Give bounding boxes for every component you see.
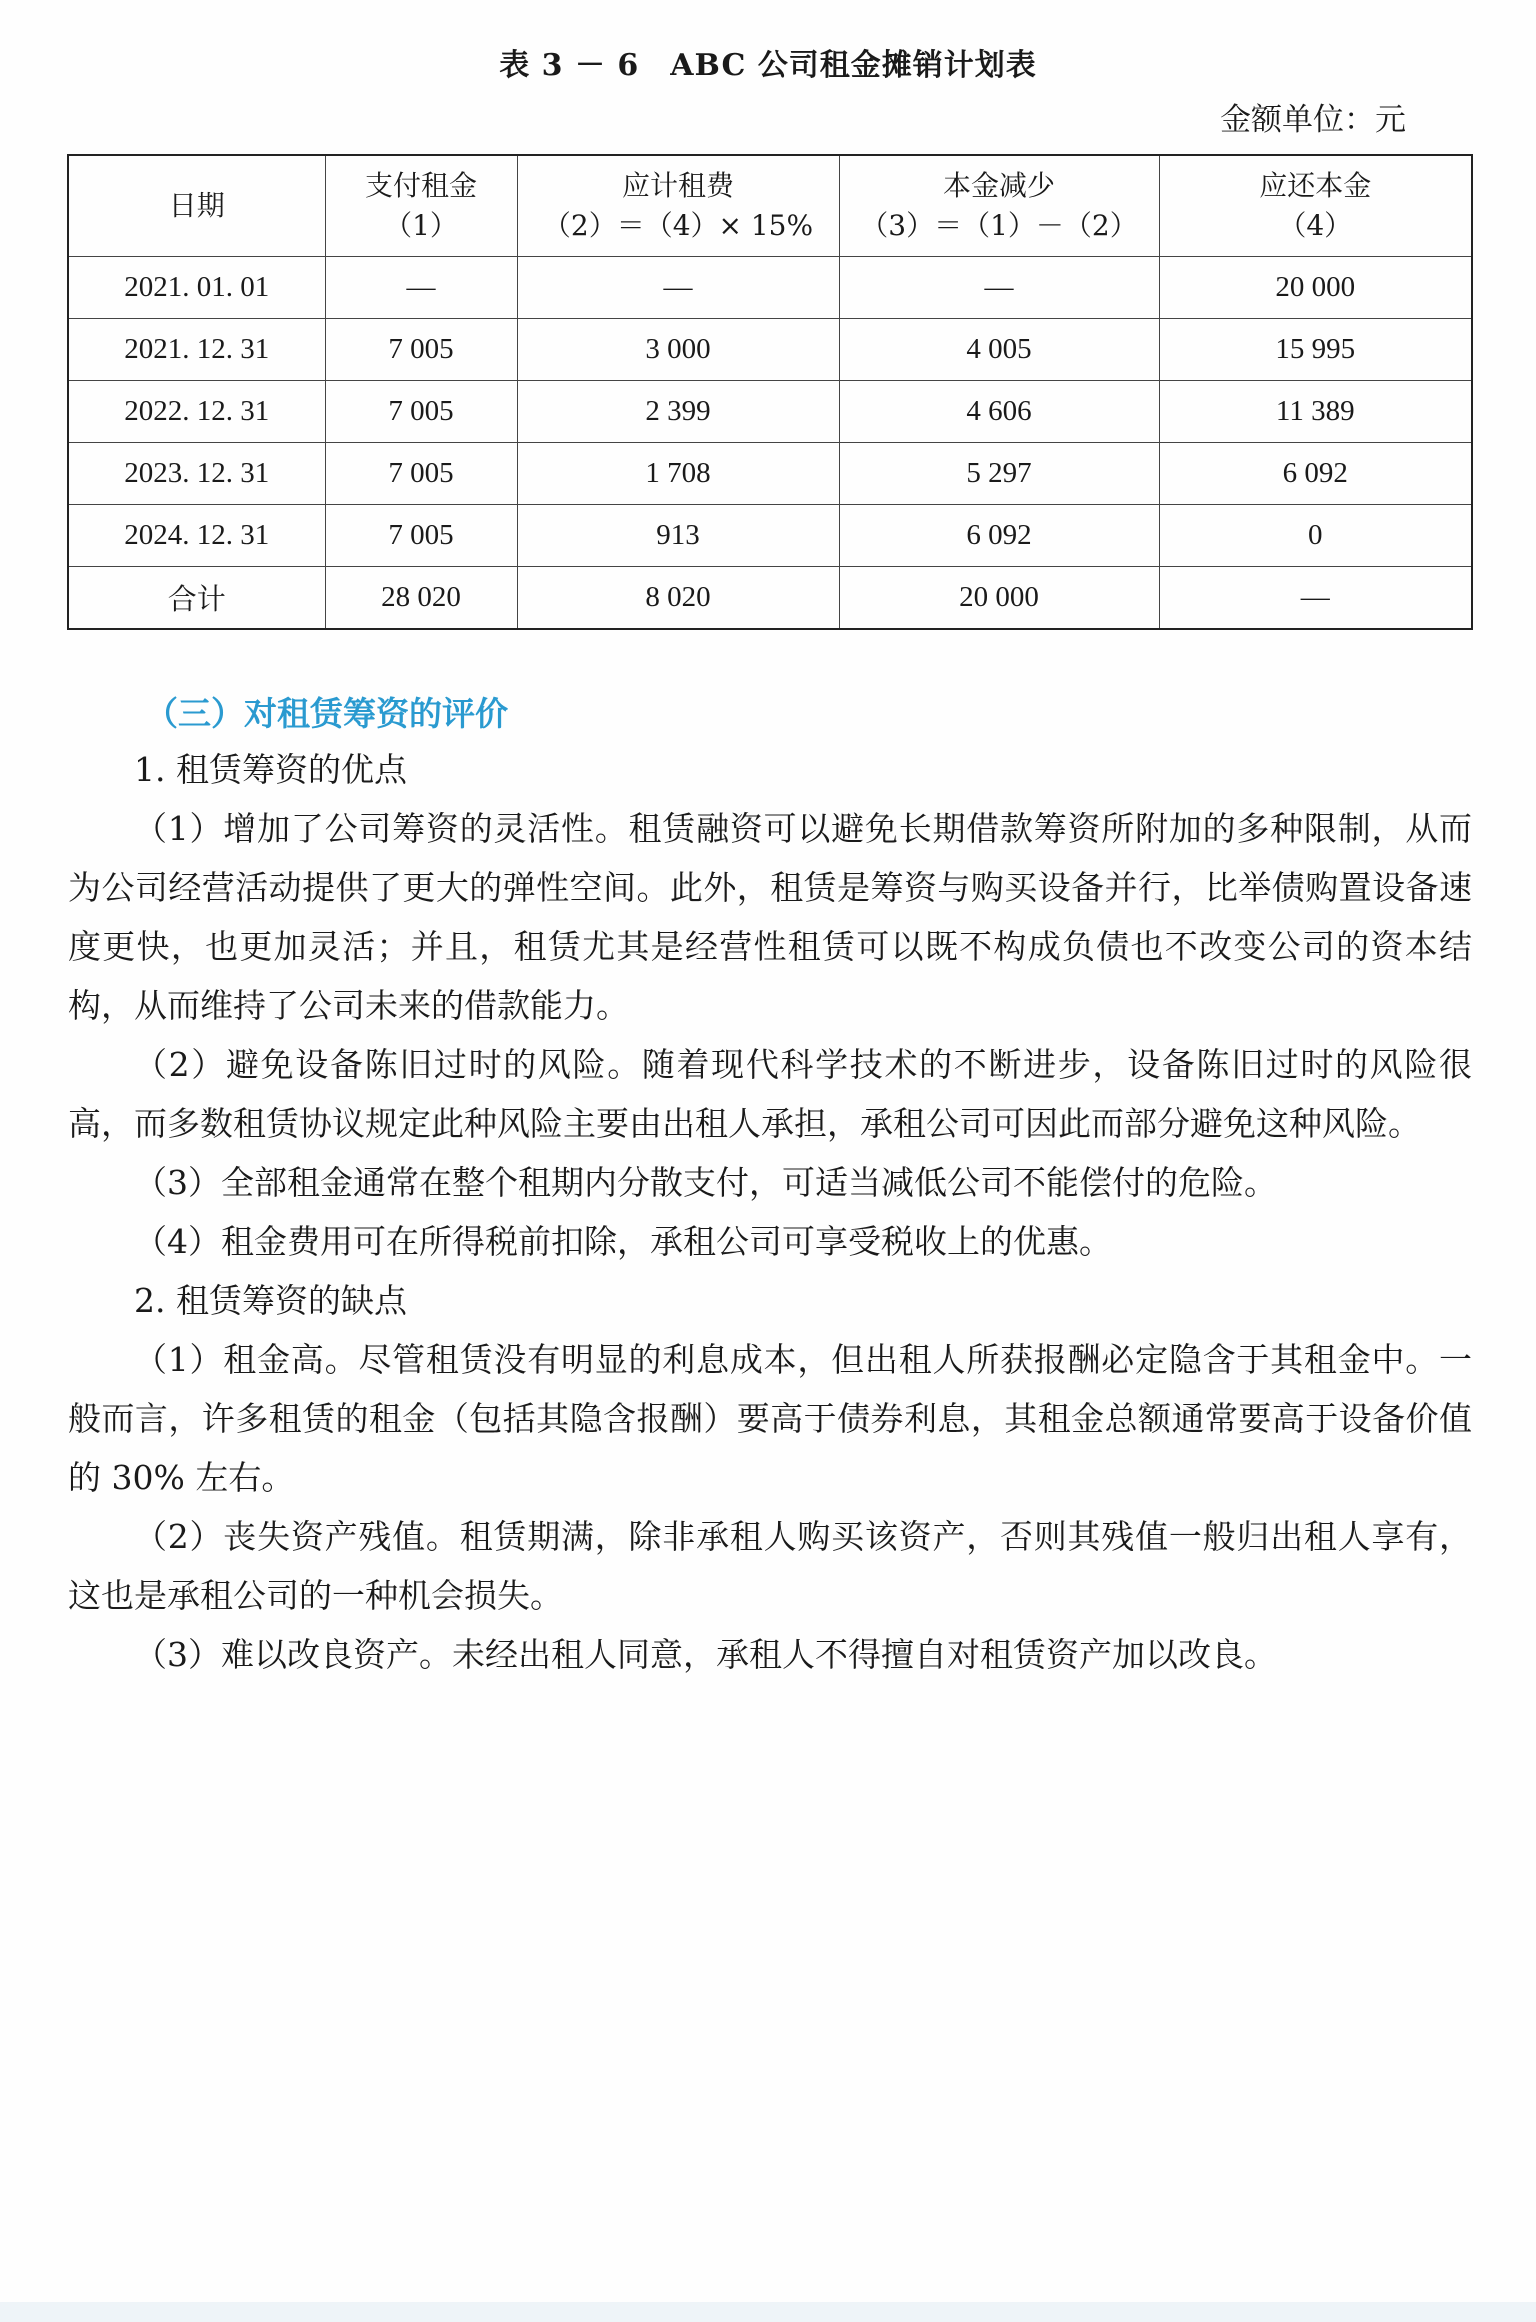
header-principal-reduction: [839, 155, 1159, 257]
header-label: 应计租费: [621, 169, 734, 202]
table-row: [68, 505, 1472, 567]
table-cell: 1 708: [517, 443, 839, 505]
header-principal-outstanding: [1159, 155, 1472, 257]
paragraph: （3）全部租金通常在整个租期内分散支付，可适当减低公司不能偿付的危险。: [134, 1163, 1277, 1202]
subsection-title: 1. 租赁筹资的优点: [134, 750, 407, 789]
table-cell: 0: [1159, 505, 1472, 567]
section-heading: （三）对租赁筹资的评价: [145, 694, 508, 733]
table-cell: 6 092: [839, 505, 1159, 567]
table-cell: 2024. 12. 31: [68, 505, 325, 567]
paragraph: （2）避免设备陈旧过时的风险。随着现代科学技术的不断进步，设备陈旧过时的风险很高，而多数租赁协议规定此种风险主要由出租人承担，承租公司可因此而部分避免这种风险。: [68, 1045, 1472, 1143]
table-cell: 11 389: [1159, 381, 1472, 443]
table-cell: 15 995: [1159, 319, 1472, 381]
table-row: [68, 381, 1472, 443]
table-cell: 20 000: [839, 567, 1159, 630]
table-cell: 4 606: [839, 381, 1159, 443]
header-label: 支付租金: [364, 169, 477, 202]
paragraph: （4）租金费用可在所得税前扣除，承租公司可享受税收上的优惠。: [134, 1222, 1112, 1261]
table-cell: —: [839, 257, 1159, 319]
table-cell: 913: [517, 505, 839, 567]
table-row: [68, 443, 1472, 505]
table-cell: 20 000: [1159, 257, 1472, 319]
table-cell: 7 005: [325, 319, 517, 381]
table-cell: 2023. 12. 31: [68, 443, 325, 505]
header-formula: （2）＝（4）× 15%: [542, 209, 814, 242]
table-cell: —: [1159, 567, 1472, 630]
table-caption: 表 3 － 6 ABC 公司租金摊销计划表: [499, 48, 1037, 83]
paragraph: （1）租金高。尽管租赁没有明显的利息成本，但出租人所获报酬必定隐含于其租金中。一般而言，许多租赁的租金（包括其隐含报酬）要高于债券利息，其租金总额通常要高于设备价值的 30% 左右。: [68, 1340, 1472, 1497]
table-cell: —: [517, 257, 839, 319]
paragraph: （3）难以改良资产。未经出租人同意，承租人不得擅自对租赁资产加以改良。: [134, 1635, 1277, 1674]
paragraph: （1）增加了公司筹资的灵活性。租赁融资可以避免长期借款筹资所附加的多种限制，从而为公司经营活动提供了更大的弹性空间。此外，租赁是筹资与购买设备并行，比举债购置设备速度更快，也更加灵活；并且，租赁尤其是经营性租赁可以既不构成负债也不改变公司的资本结构，从而维持了公司未来的借款能力。: [68, 809, 1472, 1025]
table-cell: 5 297: [839, 443, 1159, 505]
table-cell: 6 092: [1159, 443, 1472, 505]
header-rent-paid: [325, 155, 517, 257]
table-cell: 7 005: [325, 443, 517, 505]
header-accrued-fee: [517, 155, 839, 257]
subsection-title: 2. 租赁筹资的缺点: [134, 1281, 407, 1320]
page-bottom-strip: [0, 2302, 1536, 2322]
table-cell: 2021. 01. 01: [68, 257, 325, 319]
table-cell: 7 005: [325, 505, 517, 567]
table-cell: 2 399: [517, 381, 839, 443]
body-text: [68, 740, 1472, 1684]
rent-amortization-table: [67, 154, 1473, 630]
header-label: 日期: [168, 189, 225, 222]
table-cell: —: [325, 257, 517, 319]
paragraph: （2）丧失资产残值。租赁期满，除非承租人购买该资产，否则其残值一般归出租人享有，这也是承租公司的一种机会损失。: [68, 1517, 1472, 1615]
table-cell: 28 020: [325, 567, 517, 630]
header-date: [68, 155, 325, 257]
table-cell: 7 005: [325, 381, 517, 443]
header-label: 应还本金: [1259, 169, 1372, 202]
header-formula: （4）: [1278, 209, 1353, 242]
table-cell: 4 005: [839, 319, 1159, 381]
table-row: [68, 257, 1472, 319]
header-formula: （3）＝（1）－（2）: [860, 209, 1138, 242]
header-formula: （1）: [384, 209, 458, 242]
table-cell: 8 020: [517, 567, 839, 630]
table-cell: 2021. 12. 31: [68, 319, 325, 381]
table-cell: 3 000: [517, 319, 839, 381]
header-label: 本金减少: [942, 169, 1055, 202]
table-header-row: [68, 155, 1472, 257]
table-row: [68, 319, 1472, 381]
unit-note: 金额单位：元: [1220, 102, 1406, 138]
table-cell: 合计: [68, 567, 325, 630]
table-total-row: [68, 567, 1472, 630]
table-cell: 2022. 12. 31: [68, 381, 325, 443]
